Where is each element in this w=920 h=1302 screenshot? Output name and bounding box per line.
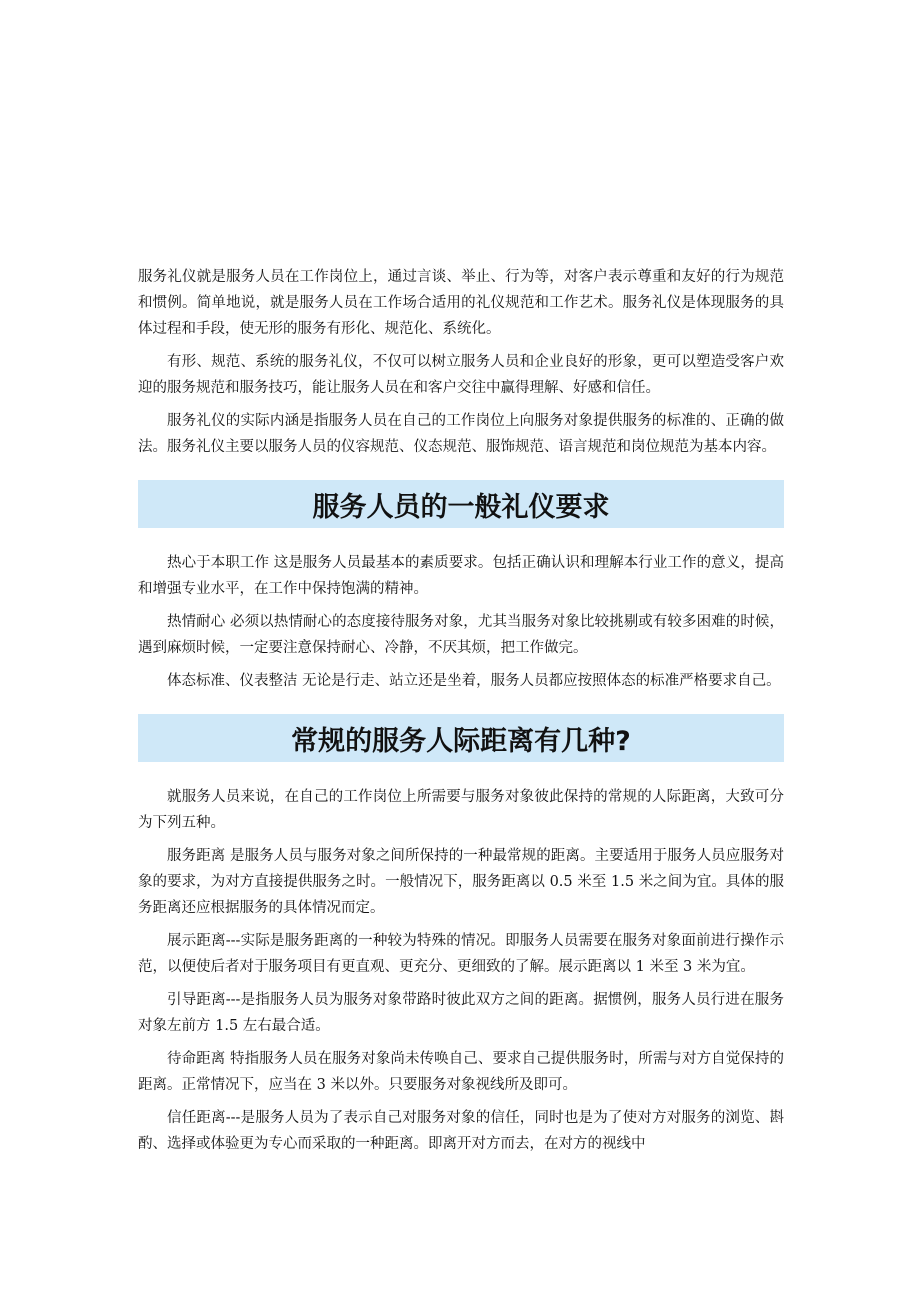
section2-paragraph: 信任距离---是服务人员为了表示自己对服务对象的信任，同时也是为了使对方对服务的浏览、斟酌、选择或体验更为专心而采取的一种距离。即离开对方而去，在对方的视线中 [138, 1110, 784, 1152]
section2-paragraph: 引导距离---是指服务人员为服务对象带路时彼此双方之间的距离。据惯例，服务人员行进在服务对象左前方 1.5 左右最合适。 [138, 992, 784, 1034]
section2-paragraph: 就服务人员来说，在自己的工作岗位上所需要与服务对象彼此保持的常规的人际距离，大致可分为下列五种。 [138, 789, 784, 831]
section1-paragraph: 热心于本职工作 这是服务人员最基本的素质要求。包括正确认识和理解本行业工作的意义，提高和增强专业水平，在工作中保持饱满的精神。 [138, 555, 784, 597]
section-heading-service-distance: 常规的服务人际距离有几种? [138, 714, 784, 762]
section2-paragraph: 展示距离---实际是服务距离的一种较为特殊的情况。即服务人员需要在服务对象面前进行操作示范，以便使后者对于服务项目有更直观、更充分、更细致的了解。展示距离以 1 米至 3 米为宜。 [138, 933, 784, 975]
section1-paragraph: 热情耐心 必须以热情耐心的态度接待服务对象，尤其当服务对象比较挑剔或有较多困难的时候，遇到麻烦时候，一定要注意保持耐心、冷静，不厌其烦，把工作做完。 [138, 614, 784, 656]
section2-paragraph: 服务距离 是服务人员与服务对象之间所保持的一种最常规的距离。主要适用于服务人员应服务对象的要求，为对方直接提供服务之时。一般情况下，服务距离以 0.5 米至 1.5 米之间为宜。具体的服务距离还应根据服务的具体情况而定。 [138, 848, 784, 916]
section2-paragraph: 待命距离 特指服务人员在服务对象尚未传唤自己、要求自己提供服务时，所需与对方自觉保持的距离。正常情况下，应当在 3 米以外。只要服务对象视线所及即可。 [138, 1051, 784, 1093]
document-body [138, 264, 784, 1164]
intro-paragraph: 服务礼仪就是服务人员在工作岗位上，通过言谈、举止、行为等，对客户表示尊重和友好的行为规范和惯例。简单地说，就是服务人员在工作场合适用的礼仪规范和工作艺术。服务礼仪是体现服务的具体过程和手段，使无形的服务有形化、规范化、系统化。 [138, 269, 784, 337]
section1-paragraph: 体态标准、仪表整洁 无论是行走、站立还是坐着，服务人员都应按照体态的标准严格要求自己。 [167, 673, 781, 689]
intro-paragraph: 有形、规范、系统的服务礼仪，不仅可以树立服务人员和企业良好的形象，更可以塑造受客户欢迎的服务规范和服务技巧，能让服务人员在和客户交往中赢得理解、好感和信任。 [138, 354, 784, 396]
intro-paragraph: 服务礼仪的实际内涵是指服务人员在自己的工作岗位上向服务对象提供服务的标准的、正确的做法。服务礼仪主要以服务人员的仪容规范、仪态规范、服饰规范、语言规范和岗位规范为基本内容。 [138, 413, 784, 455]
section-heading-general-etiquette: 服务人员的一般礼仪要求 [138, 480, 784, 528]
